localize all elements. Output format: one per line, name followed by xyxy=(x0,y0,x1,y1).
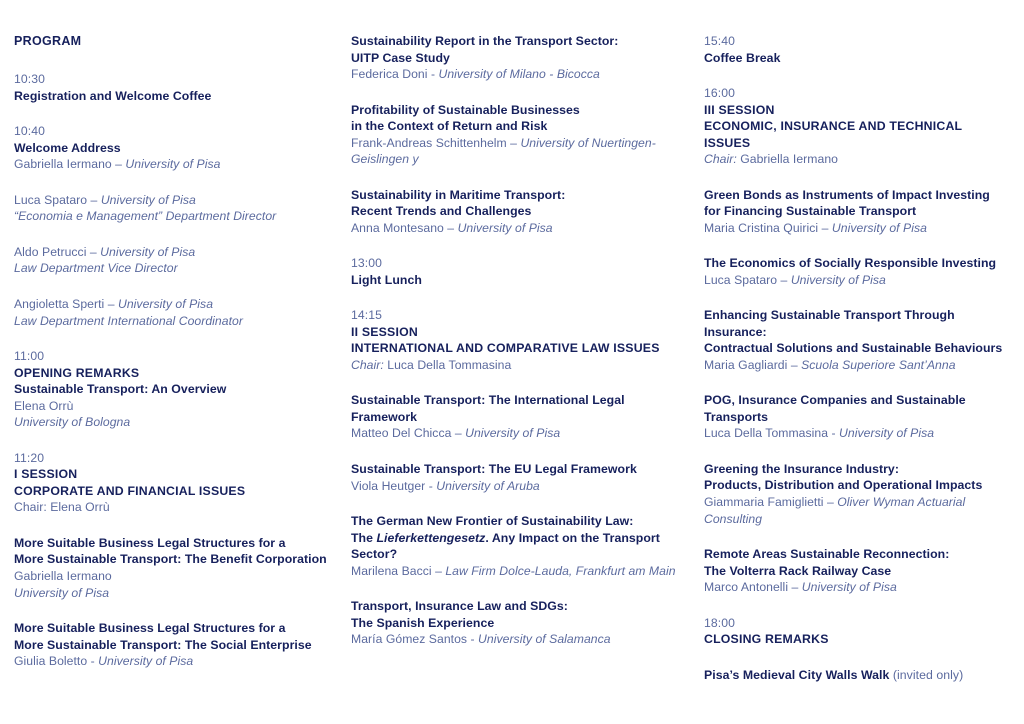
speaker-line: Matteo Del Chicca – University of Pisa xyxy=(351,426,561,441)
session-name: INTERNATIONAL AND COMPARATIVE LAW ISSUES xyxy=(351,341,660,356)
block-title-line: Sustainability in Maritime Transport: xyxy=(351,187,566,202)
program-block xyxy=(351,307,694,373)
session-label: CLOSING REMARKS xyxy=(704,632,829,647)
block-title-line: The Economics of Socially Responsible Investing xyxy=(704,256,997,271)
program-block xyxy=(14,450,339,516)
speaker-line: Marilena Bacci – Law Firm Dolce-Lauda, Frankfurt am Main xyxy=(351,563,676,578)
column-1-blocks xyxy=(14,71,339,670)
program-block xyxy=(14,123,339,173)
speaker-affiliation-line: University of Bologna xyxy=(14,415,131,430)
block-time: 18:00 xyxy=(704,615,735,630)
block-title-line: More Sustainable Transport: The Social Enterprise xyxy=(14,637,312,652)
block-title-line: Products, Distribution and Operational Impacts xyxy=(704,478,983,493)
speaker-line: Elena Orrù xyxy=(14,398,74,413)
block-time: 15:40 xyxy=(704,34,735,48)
speaker-line: Gabriella Iermano xyxy=(14,568,112,583)
block-title-line: Recent Trends and Challenges xyxy=(351,204,532,219)
block-title-line: Transports xyxy=(704,409,769,424)
block-title-line: UITP Case Study xyxy=(351,50,450,65)
block-title-line: Greening the Insurance Industry: xyxy=(704,461,899,476)
block-title: Pisa’s Medieval City Walls Walk (invited only) xyxy=(704,667,964,682)
program-block xyxy=(704,255,1010,288)
program-block xyxy=(14,348,339,431)
page-title: PROGRAM xyxy=(14,34,82,48)
block-time: 11:20 xyxy=(14,450,45,465)
block-title-line: More Suitable Business Legal Structures for a xyxy=(14,535,286,550)
block-title-line: The Volterra Rack Railway Case xyxy=(704,563,892,578)
block-title: Coffee Break xyxy=(704,50,781,65)
program-block xyxy=(14,296,339,329)
program-block xyxy=(351,255,694,288)
column-3-blocks xyxy=(704,33,1010,683)
program-block xyxy=(704,187,1010,237)
speaker-line: Aldo Petrucci – University of Pisa xyxy=(14,244,196,259)
block-title-line: in the Context of Return and Risk xyxy=(351,119,548,134)
block-title-line: The Lieferkettengesetz. Any Impact on the Transport xyxy=(351,530,660,545)
session-chair: Chair: Gabriella Iermano xyxy=(704,152,838,166)
program-column-3 xyxy=(704,33,1024,702)
program-block xyxy=(14,535,339,601)
program-block xyxy=(14,71,339,104)
speaker-line: Giulia Boletto - University of Pisa xyxy=(14,654,194,669)
block-title-line: POG, Insurance Companies and Sustainable xyxy=(704,393,966,408)
speaker-line: Giammaria Famiglietti – Oliver Wyman Actuarial xyxy=(704,494,966,509)
block-title: Welcome Address xyxy=(14,140,121,155)
program-block xyxy=(704,392,1010,442)
block-title-line: Sustainability Report in the Transport Sector: xyxy=(351,34,619,48)
session-label: II SESSION xyxy=(351,324,418,339)
speaker-line: Federica Doni - University of Milano - Bicocca xyxy=(351,67,600,81)
speaker-line: Maria Gagliardi – Scuola Superiore Sant’Anna xyxy=(704,357,956,372)
speaker-affiliation-line: Consulting xyxy=(704,511,763,526)
block-title-line: More Suitable Business Legal Structures for a xyxy=(14,621,286,636)
block-title-line: Contractual Solutions and Sustainable Behaviours xyxy=(704,341,1003,356)
speaker-role-line: “Economia e Management” Department Director xyxy=(14,209,277,224)
program-columns xyxy=(0,33,1024,702)
block-title-line: Sector? xyxy=(351,547,398,562)
block-time: 14:15 xyxy=(351,308,382,323)
program-block xyxy=(704,33,1010,66)
speaker-line: Luca Spataro – University of Pisa xyxy=(704,272,886,287)
speaker-line: Anna Montesano – University of Pisa xyxy=(351,220,553,235)
speaker-line: Angioletta Sperti – University of Pisa xyxy=(14,296,214,311)
program-block xyxy=(351,33,694,83)
block-title: Registration and Welcome Coffee xyxy=(14,88,212,103)
column-2-blocks xyxy=(351,33,694,648)
block-title-line: More Sustainable Transport: The Benefit Corporation xyxy=(14,552,327,567)
speaker-affiliation-line: Geislingen y xyxy=(351,152,419,167)
session-chair: Chair: Elena Orrù xyxy=(14,500,110,515)
program-block xyxy=(351,102,694,168)
program-block xyxy=(14,620,339,670)
session-chair: Chair: Luca Della Tommasina xyxy=(351,357,512,372)
speaker-line: María Gómez Santos - University of Salamanca xyxy=(351,632,611,647)
speaker-affiliation-line: University of Pisa xyxy=(14,585,110,600)
block-title-line: The Spanish Experience xyxy=(351,615,495,630)
speaker-line: Viola Heutger - University of Aruba xyxy=(351,478,540,493)
session-name: ECONOMIC, INSURANCE AND TECHNICAL ISSUES xyxy=(704,119,963,150)
program-block xyxy=(704,307,1010,373)
block-time: 11:00 xyxy=(14,349,45,364)
session-label: OPENING REMARKS xyxy=(14,365,140,380)
block-time: 13:00 xyxy=(351,256,382,271)
block-title-line: Green Bonds as Instruments of Impact Investing xyxy=(704,187,990,202)
program-block xyxy=(704,85,1010,168)
block-time: 16:00 xyxy=(704,86,735,100)
block-title-line: Enhancing Sustainable Transport Through Insurance: xyxy=(704,308,955,339)
program-block xyxy=(351,461,694,494)
block-title-line: for Financing Sustainable Transport xyxy=(704,204,917,219)
block-title: Light Lunch xyxy=(351,272,422,287)
program-block xyxy=(351,598,694,648)
program-block xyxy=(14,192,339,225)
block-title-line: Sustainable Transport: The EU Legal Framework xyxy=(351,462,637,477)
session-label: I SESSION xyxy=(14,467,78,482)
program-block xyxy=(704,461,1010,527)
block-title-line: Transport, Insurance Law and SDGs: xyxy=(351,599,568,614)
speaker-line: Luca Della Tommasina - University of Pisa xyxy=(704,426,935,441)
block-title-line: Remote Areas Sustainable Reconnection: xyxy=(704,547,950,562)
program-block xyxy=(14,244,339,277)
speaker-line: Luca Spataro – University of Pisa xyxy=(14,192,196,207)
session-name: CORPORATE AND FINANCIAL ISSUES xyxy=(14,483,246,498)
speaker-line: Maria Cristina Quirici – University of Pisa xyxy=(704,220,927,235)
block-time: 10:40 xyxy=(14,124,45,138)
program-column-2 xyxy=(351,33,704,667)
speaker-line: Marco Antonelli – University of Pisa xyxy=(704,580,897,595)
program-block xyxy=(704,667,1010,684)
block-title-line: Sustainable Transport: The International Legal Framework xyxy=(351,393,625,424)
block-time: 10:30 xyxy=(14,72,45,86)
speaker-role-line: Law Department Vice Director xyxy=(14,261,178,276)
block-title-line: Profitability of Sustainable Businesses xyxy=(351,102,580,117)
speaker-role-line: Law Department International Coordinator xyxy=(14,313,243,328)
program-block xyxy=(704,615,1010,648)
program-column-1 xyxy=(0,33,351,689)
program-block xyxy=(351,187,694,237)
session-label: III SESSION xyxy=(704,102,775,117)
program-block xyxy=(704,546,1010,596)
speaker-line: Frank-Andreas Schittenhelm – University of Nuertingen- xyxy=(351,135,656,150)
speaker-line: Gabriella Iermano – University of Pisa xyxy=(14,157,221,171)
block-title-line: The German New Frontier of Sustainability Law: xyxy=(351,514,634,529)
program-block xyxy=(351,392,694,442)
block-title: Sustainable Transport: An Overview xyxy=(14,382,227,397)
program-block xyxy=(351,513,694,579)
